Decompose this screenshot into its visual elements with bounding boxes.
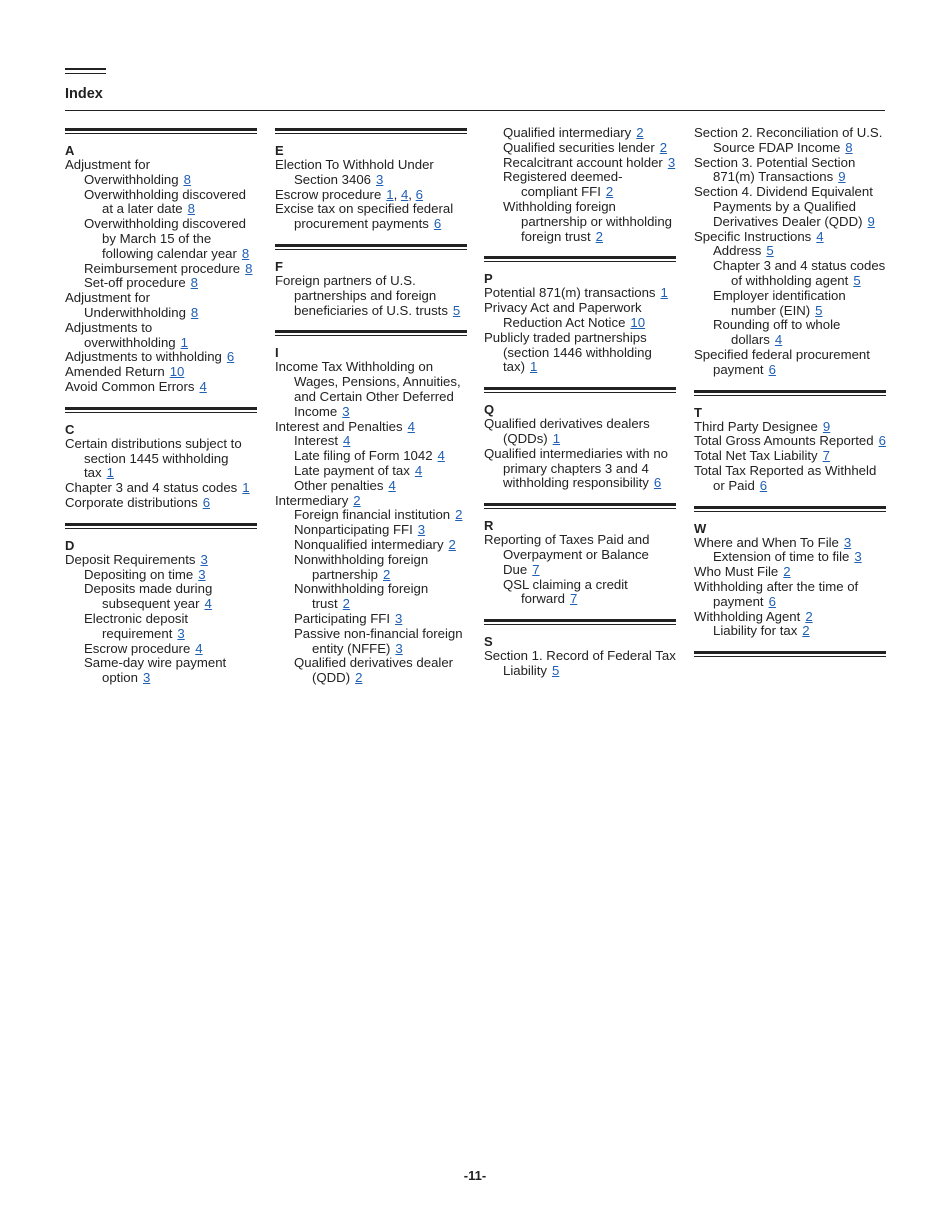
page-link[interactable]: 6: [768, 361, 776, 377]
entry-text: Where and When To File: [694, 534, 839, 550]
index-subentry: [65, 173, 257, 188]
index-entry: [484, 447, 676, 491]
entry-text: Interest and Penalties: [275, 418, 403, 434]
page-link[interactable]: 2: [382, 566, 391, 582]
entry-text: Rounding off to whole dollars: [713, 317, 841, 348]
section-rule: [65, 128, 257, 131]
section-letter: A: [65, 143, 75, 158]
index-entry: [484, 417, 676, 447]
index-column-3: [484, 126, 676, 679]
page-link[interactable]: 2: [605, 184, 614, 200]
index-subentry: [694, 289, 886, 319]
page-link[interactable]: 9: [822, 418, 831, 434]
header-rule-thick: [65, 68, 106, 70]
entry-text: Nonqualified intermediary: [294, 536, 444, 552]
page-link[interactable]: 8: [245, 260, 253, 276]
index-section-s: [484, 607, 676, 679]
page-link[interactable]: 7: [569, 591, 578, 607]
page-link[interactable]: 8: [183, 171, 191, 187]
entry-text: Foreign partners of U.S. partnerships and foreign beneficiaries of U.S. trusts: [275, 272, 448, 318]
entry-text: Amended Return: [65, 364, 165, 380]
section-rule-thin: [484, 261, 676, 262]
index-entry: [65, 350, 257, 365]
index-subentry: [65, 262, 257, 277]
page-link[interactable]: 3: [395, 640, 403, 656]
index-entry: [694, 434, 886, 449]
index-column-2: [275, 126, 467, 686]
page-link[interactable]: 1: [660, 285, 668, 301]
entry-text: Total Gross Amounts Reported: [694, 433, 874, 449]
section-letter: C: [65, 421, 75, 437]
index-subentry: [275, 582, 467, 612]
entry-text: Chapter 3 and 4 status codes of withholding agent: [713, 258, 886, 288]
index-entry: [694, 126, 886, 156]
page-link[interactable]: 4: [407, 418, 415, 434]
entry-text: Qualified securities lender: [503, 139, 655, 155]
page-link[interactable]: 8: [190, 275, 198, 291]
closing-rule: [694, 651, 886, 657]
page-link[interactable]: 2: [455, 507, 463, 523]
page-link[interactable]: 6: [226, 349, 235, 365]
entry-text: Registered deemed-compliant FFI: [503, 169, 623, 200]
entry-text: Section 1. Record of Federal Tax Liability: [484, 648, 676, 678]
index-entry: [65, 321, 257, 351]
section-letter: D: [65, 537, 75, 553]
index-entry: [65, 481, 257, 496]
page-link[interactable]: 6: [653, 475, 662, 491]
page-link[interactable]: 2: [802, 623, 810, 639]
index-entry: [65, 496, 257, 511]
index-entry: [694, 464, 886, 494]
page-link[interactable]: 8: [187, 201, 195, 217]
page-link[interactable]: 4: [199, 378, 207, 394]
section-letter: I: [275, 345, 279, 361]
index-subentry: [65, 217, 257, 261]
entry-text: Reporting of Taxes Paid and Overpayment or Balance Due: [484, 532, 650, 577]
entry-text: Qualified derivatives dealer (QDD): [294, 655, 454, 686]
entry-text: Income Tax Withholding on Wages, Pensions, Annuities, and Certain Other Deferred Income: [275, 359, 461, 419]
entry-text: Specified federal procurement payment: [694, 346, 870, 377]
entry-text: Withholding Agent: [694, 608, 801, 624]
entry-text: Section 2. Reconciliation of U.S. Source FDAP Income: [694, 125, 883, 155]
entry-text: Section 4. Dividend Equivalent Payments by a Qualified Derivatives Dealer (QDD): [694, 184, 873, 229]
page-link[interactable]: 2: [353, 492, 361, 508]
page-link[interactable]: 3: [177, 625, 185, 641]
entry-text: Other penalties: [294, 477, 384, 493]
index-entry: [275, 202, 467, 232]
section-rule-thin: [65, 528, 257, 529]
entry-text: Excise tax on specified federal procurement payments: [275, 201, 454, 232]
entry-text: Nonparticipating FFI: [294, 522, 413, 538]
page-link[interactable]: 4: [774, 332, 783, 348]
page-link[interactable]: 4: [195, 640, 203, 656]
index-entry: [694, 156, 886, 186]
page-number: -11-: [463, 1168, 487, 1183]
section-letter: R: [484, 518, 494, 534]
index-subentry: [484, 578, 676, 608]
index-section-d: [65, 511, 257, 686]
entry-text: Adjustment for Underwithholding: [65, 290, 186, 320]
page-link[interactable]: 3: [417, 522, 426, 538]
index-subentry: [275, 538, 467, 553]
entry-text: Who Must File: [694, 564, 779, 580]
page-link[interactable]: 4: [342, 433, 351, 449]
index-entry: Escrow procedure 1, 4, 6: [275, 186, 423, 202]
title-rule: [65, 110, 885, 111]
index-subentry: [484, 200, 676, 244]
entry-text: Corporate distributions: [65, 494, 198, 510]
section-letter: S: [484, 634, 493, 650]
page-link[interactable]: 3: [376, 171, 384, 187]
section-rule: [275, 128, 467, 131]
index-section-t: [694, 378, 886, 494]
page-link[interactable]: 6: [433, 216, 442, 232]
index-subentry: [275, 612, 467, 627]
entry-text: Qualified intermediaries with no primary chapters 3 and 4 withholding responsibility: [484, 445, 668, 491]
index-subentry: [65, 568, 257, 583]
index-subentry: [275, 523, 467, 538]
index-entry: [484, 533, 676, 577]
page-link[interactable]: 1: [242, 480, 250, 496]
page-link[interactable]: 3: [667, 154, 676, 170]
index-subentry: [65, 276, 257, 291]
page-link[interactable]: 5: [815, 302, 823, 318]
page-link[interactable]: 2: [355, 670, 363, 686]
section-rule-thin: [484, 508, 676, 509]
index-entry: [694, 348, 886, 378]
entry-text: Interest: [294, 433, 338, 449]
index-entry: [694, 420, 886, 435]
section-letter: T: [694, 404, 702, 420]
index-section-s-continued: [694, 126, 886, 378]
page-link[interactable]: 3: [200, 551, 208, 567]
page-link[interactable]: 3: [142, 670, 151, 686]
page-link[interactable]: 3: [843, 534, 852, 550]
index-entry: [484, 649, 676, 679]
entry-text: Third Party Designee: [694, 418, 818, 434]
page-link[interactable]: 3: [395, 610, 403, 626]
index-entry: [275, 420, 467, 435]
entry-text: Late filing of Form 1042: [294, 448, 433, 464]
entry-text: Escrow procedure: [84, 640, 191, 656]
entry-text: Overwithholding discovered at a later date: [84, 186, 246, 217]
page-link[interactable]: 4: [204, 596, 212, 612]
entry-text: Escrow procedure: [275, 186, 382, 202]
entry-text: QSL claiming a credit forward: [503, 576, 628, 607]
entry-text: Passive non-financial foreign entity (NFFE): [294, 625, 463, 656]
page-link[interactable]: 9: [867, 213, 875, 229]
entry-text: Privacy Act and Paperwork Reduction Act Notice: [484, 300, 642, 330]
page-link[interactable]: 4: [400, 186, 409, 202]
page-link[interactable]: 4: [388, 477, 396, 493]
entry-text: Late payment of tax: [294, 462, 410, 478]
section-rule-thin: [484, 624, 676, 625]
section-letter: W: [694, 520, 707, 536]
section-rule: [484, 619, 676, 622]
index-entry: [694, 536, 886, 551]
index-subentry: [65, 612, 257, 642]
section-letter: Q: [484, 402, 495, 418]
entry-text: Extension of time to file: [713, 549, 850, 565]
entry-text: Same-day wire payment option: [84, 655, 227, 686]
index-subentry: [694, 318, 886, 348]
index-subentry: [275, 464, 467, 479]
index-section-w: [694, 494, 886, 640]
page-link[interactable]: 6: [768, 593, 776, 609]
entry-text: Electronic deposit requirement: [84, 610, 189, 641]
index-section-i: [275, 318, 467, 686]
index-subentry: [484, 141, 676, 156]
section-rule-thin: [275, 249, 467, 250]
page-link[interactable]: 5: [452, 302, 461, 318]
page-link[interactable]: 4: [816, 228, 824, 244]
page-link[interactable]: 8: [190, 304, 199, 320]
entry-text: Certain distributions subject to section 1445 withholding tax: [65, 435, 242, 481]
section-rule-thin: [65, 412, 257, 413]
entry-text: Section 3. Potential Section 871(m) Transactions: [694, 154, 856, 185]
entry-text: Participating FFI: [294, 610, 391, 626]
index-subentry: [694, 244, 886, 259]
index-subentry: [275, 449, 467, 464]
index-section-q: [484, 375, 676, 491]
entry-text: Reimbursement procedure: [84, 260, 241, 276]
section-rule: [65, 407, 257, 410]
page-link[interactable]: 10: [630, 314, 646, 330]
index-entry: [65, 437, 257, 481]
page-link[interactable]: 9: [838, 169, 846, 185]
page-link[interactable]: 10: [169, 364, 185, 380]
page-link[interactable]: 3: [342, 403, 350, 419]
page-link[interactable]: 2: [783, 564, 791, 580]
section-rule: [484, 387, 676, 390]
section-letter: F: [275, 258, 283, 274]
index-entry: [694, 449, 886, 464]
entry-text: Qualified derivatives dealers (QDDs): [484, 416, 650, 446]
index-subentry: [694, 550, 886, 565]
index-subentry: [275, 434, 467, 449]
entry-text: Chapter 3 and 4 status codes: [65, 480, 238, 496]
entry-text: Potential 871(m) transactions: [484, 285, 656, 301]
index-subentry: [65, 642, 257, 657]
entry-text: Depositing on time: [84, 566, 194, 582]
page-link[interactable]: 5: [853, 272, 861, 288]
page-title: Index: [65, 86, 103, 102]
page-link[interactable]: 1: [386, 186, 394, 202]
index-entry: [484, 301, 676, 331]
index-subentry: [65, 656, 257, 686]
index-subentry: [65, 582, 257, 612]
entry-text: Election To Withhold Under Section 3406: [275, 157, 434, 187]
index-subentry: [484, 156, 676, 171]
page-link[interactable]: 2: [805, 608, 813, 624]
entry-text: Publicly traded partnerships (section 1446 withholding tax): [484, 329, 652, 375]
page-link[interactable]: 3: [854, 549, 862, 565]
index-subentry: [275, 508, 467, 523]
entry-text: Adjustment for: [65, 157, 151, 172]
entry-text: Adjustments to withholding: [65, 349, 222, 365]
section-letter: E: [275, 143, 284, 158]
index-section-f: [275, 232, 467, 318]
section-rule-thin: [694, 511, 886, 512]
entry-text: Adjustments to overwithholding: [65, 319, 176, 350]
index-entry: [275, 494, 467, 509]
header-rule-thin: [65, 73, 106, 74]
page-link[interactable]: 1: [552, 430, 561, 446]
index-section-p: [484, 244, 676, 375]
entry-text: Qualified intermediary: [503, 125, 632, 140]
index-entry: [694, 610, 886, 625]
section-rule: [275, 330, 467, 333]
index-column-1: [65, 126, 257, 686]
entry-text: Specific Instructions: [694, 228, 812, 244]
page-link[interactable]: 6: [759, 477, 768, 493]
page-link[interactable]: 8: [845, 139, 853, 155]
entry-text: Total Tax Reported as Withheld or Paid: [694, 462, 877, 493]
entry-text: Overwithholding: [84, 171, 179, 187]
index-entry: [65, 365, 257, 380]
entry-text: Intermediary: [275, 492, 349, 508]
index-subentry: [275, 656, 467, 686]
page-link[interactable]: 6: [202, 494, 211, 510]
index-subentry: [694, 624, 886, 639]
section-rule-thin: [275, 335, 467, 336]
section-rule: [275, 244, 467, 247]
section-rule: [484, 256, 676, 259]
index-entry: [275, 158, 467, 188]
index-entry: [65, 158, 257, 173]
index-subentry: [275, 627, 467, 657]
page-link[interactable]: 2: [659, 139, 668, 155]
entry-text: Deposit Requirements: [65, 551, 196, 567]
section-rule: [484, 503, 676, 506]
page-link[interactable]: 2: [595, 228, 603, 244]
entry-text: Recalcitrant account holder: [503, 154, 663, 170]
page-link[interactable]: 1: [180, 334, 188, 350]
index-section-i-continued: [484, 126, 676, 244]
page-link[interactable]: 7: [822, 448, 830, 464]
entry-text: Overwithholding discovered by March 15 of the following calendar year: [84, 216, 246, 261]
section-rule: [694, 506, 886, 509]
page-link[interactable]: 2: [636, 125, 644, 140]
entry-text: Employer identification number (EIN): [713, 287, 846, 318]
page-link[interactable]: 5: [766, 243, 774, 259]
index-entry: [65, 380, 257, 395]
section-rule-thin: [484, 392, 676, 393]
entry-text: Set-off procedure: [84, 275, 186, 291]
entry-text: Avoid Common Errors: [65, 378, 195, 394]
entry-text: Withholding foreign partnership or withholding foreign trust: [503, 198, 673, 244]
entry-text: Foreign financial institution: [294, 507, 451, 523]
index-section-r: [484, 491, 676, 607]
index-column-4: [694, 126, 886, 657]
entry-text: Nonwithholding foreign trust: [294, 581, 429, 612]
page-link[interactable]: 4: [414, 462, 423, 478]
page-link[interactable]: 5: [551, 662, 560, 678]
section-rule-thin: [275, 133, 467, 134]
index-section-c: [65, 395, 257, 511]
entry-text: Deposits made during subsequent year: [84, 581, 213, 612]
index-entry: [694, 580, 886, 610]
page-link[interactable]: 6: [415, 186, 423, 202]
page-link[interactable]: 8: [241, 245, 250, 261]
page-link[interactable]: 3: [198, 566, 206, 582]
index-entry: [65, 553, 257, 568]
index-entry: [484, 331, 676, 375]
index-section-a: [65, 128, 257, 395]
index-entry: [694, 185, 886, 229]
index-subentry: [275, 479, 467, 494]
section-rule-thin: [694, 395, 886, 396]
entry-text: Nonwithholding foreign partnership: [294, 551, 429, 582]
page-link[interactable]: 2: [448, 536, 456, 552]
entry-text: Liability for tax: [713, 623, 798, 639]
index-subentry: [484, 126, 676, 141]
section-rule: [694, 390, 886, 393]
index-entry: [694, 230, 886, 245]
section-rule-thin: [65, 133, 257, 134]
entry-text: Withholding after the time of payment: [694, 578, 859, 609]
index-entry: [484, 286, 676, 301]
index-section-e: [275, 128, 467, 232]
entry-text: Total Net Tax Liability: [694, 448, 818, 464]
page-link[interactable]: 4: [437, 448, 445, 464]
index-entry: [694, 565, 886, 580]
page-link[interactable]: 6: [878, 433, 886, 449]
page-link[interactable]: 1: [106, 465, 114, 481]
index-subentry: [65, 188, 257, 218]
index-subentry: [694, 259, 886, 289]
section-rule: [65, 523, 257, 526]
entry-text: Address: [713, 243, 762, 259]
index-entry: [65, 291, 257, 321]
page-link[interactable]: 7: [532, 561, 540, 577]
index-entry: [275, 360, 467, 419]
index-subentry: [275, 553, 467, 583]
index-entry: [275, 274, 467, 318]
page-link[interactable]: 2: [342, 596, 350, 612]
page-link[interactable]: 1: [529, 359, 538, 375]
section-letter: P: [484, 271, 493, 287]
index-subentry: [484, 170, 676, 200]
